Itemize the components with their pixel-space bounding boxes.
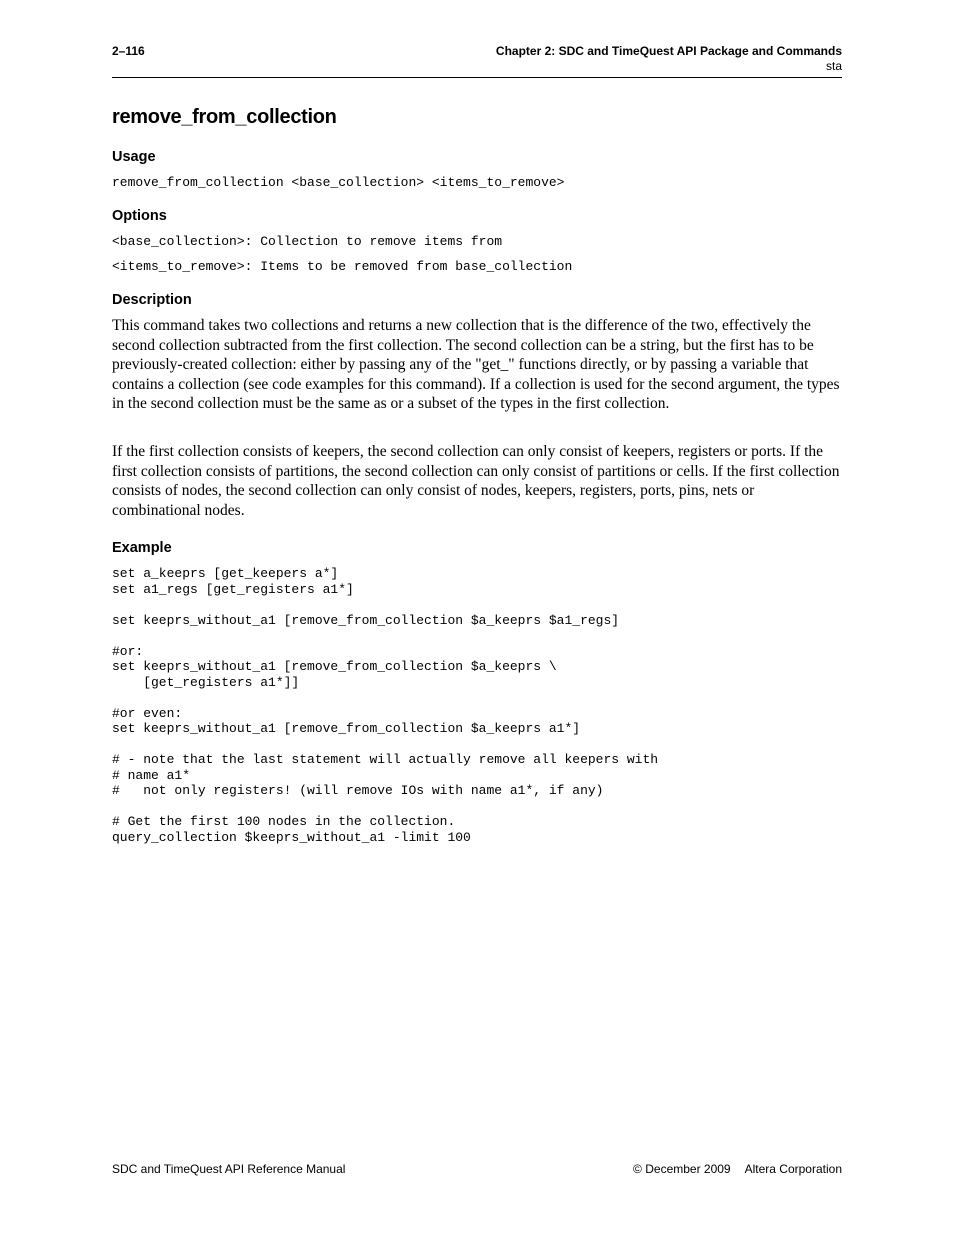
usage-heading: Usage xyxy=(112,149,156,165)
option-item: <items_to_remove>: Items to be removed from base_collection xyxy=(112,259,573,274)
options-heading: Options xyxy=(112,208,167,224)
usage-code: remove_from_collection <base_collection> <items_to_remove> xyxy=(112,175,565,190)
chapter-title: Chapter 2: SDC and TimeQuest API Package and Commands xyxy=(495,44,842,58)
command-title: remove_from_collection xyxy=(112,106,337,128)
header-rule xyxy=(112,77,842,78)
footer-company: Altera Corporation xyxy=(744,1162,842,1176)
page-number: 2–116 xyxy=(112,44,145,58)
footer-right xyxy=(633,1162,842,1176)
example-code: set a_keeprs [get_keepers a*] set a1_regs [get_registers a1*] set keeprs_without_a1 [remove_from_collection $a_keeprs $a1_regs] #or: set keeprs_without_a1 [remove_from_collection $a_keeprs \ [get_registers a1*]] #or even: set keeprs_without_a1 [remove_from_collection $a_keeprs a1*] # - note that the last statement will actually remove all keepers with # name a1* # not only registers! (will remove IOs with name a1*, if any) # Get the first 100 nodes in the collection. query_collection $keeprs_without_a1 -limit 100 xyxy=(112,566,659,845)
description-paragraph: This command takes two collections and returns a new collection that is the difference of the two, effectively the second collection subtracted from the first collection. The second collection can be a string, but the first has to be previously-created collection: either by passing any of the "get_" functions directly, or by passing a variable that contains a collection (see code examples for this command). If a collection is used for the second argument, the types in the second collection must be the same as or a subset of the types in the first collection. xyxy=(112,317,840,413)
section-label: sta xyxy=(825,59,842,73)
description-heading: Description xyxy=(112,292,192,308)
footer-date: © December 2009 xyxy=(633,1162,731,1176)
example-heading: Example xyxy=(112,540,172,556)
option-item: <base_collection>: Collection to remove items from xyxy=(112,234,503,249)
manual-title: SDC and TimeQuest API Reference Manual xyxy=(112,1162,346,1176)
description-paragraph: If the first collection consists of keepers, the second collection can only consist of keepers, registers or ports. If the first collection consists of partitions, the second collection can only consist of partitions or cells. If the first collection consists of nodes, the second collection can only consist of nodes, keepers, registers, ports, pins, nets or combinational nodes. xyxy=(112,443,840,519)
